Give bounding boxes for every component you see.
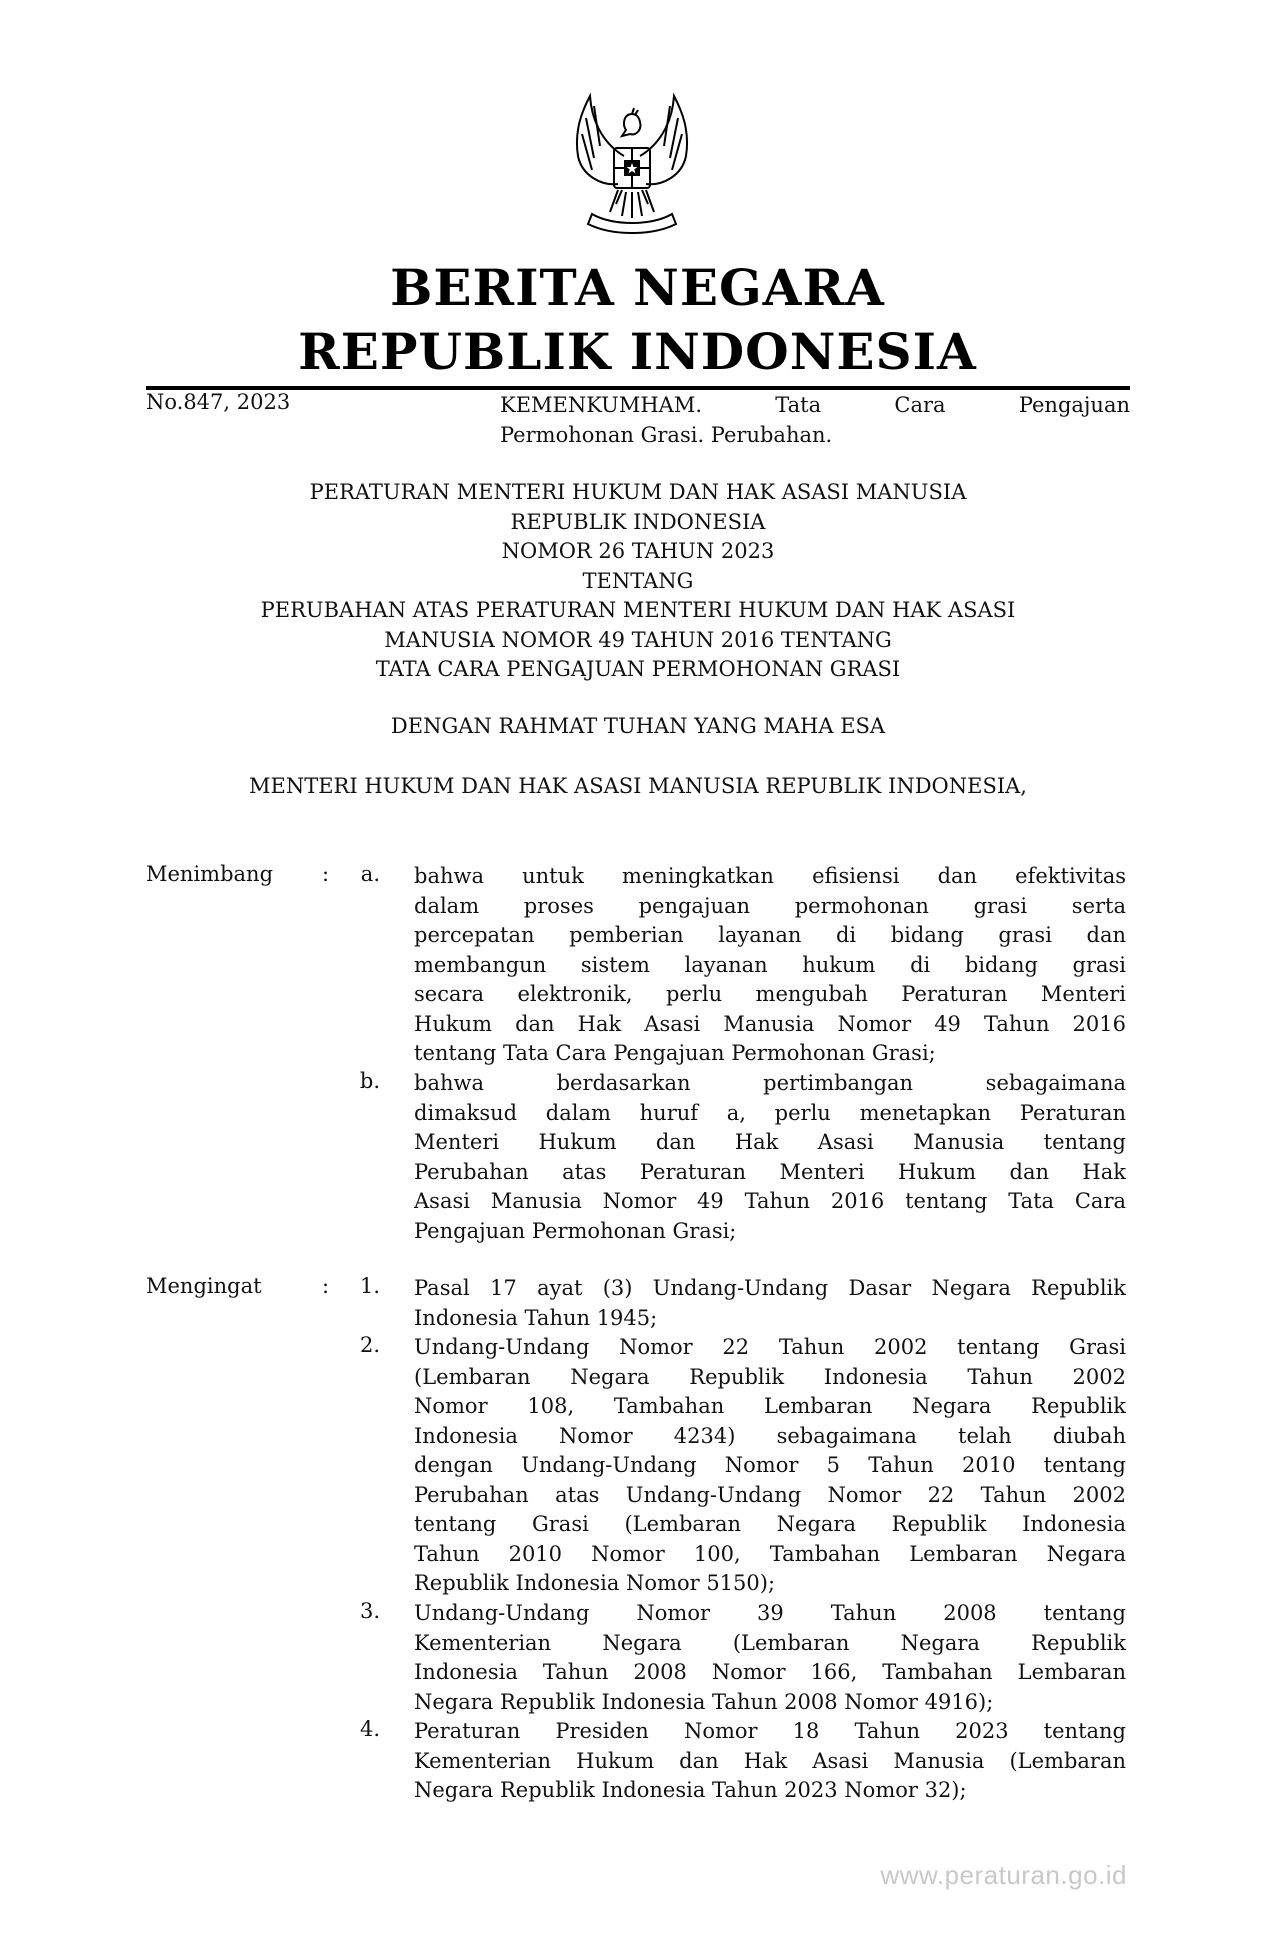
gazette-subject-line1: KEMENKUMHAM. Tata Cara Pengajuan (500, 393, 1130, 417)
text-line: Tahun 2010 Nomor 100, Tambahan Lembaran Negara (414, 1541, 1126, 1566)
title-line: PERUBAHAN ATAS PERATURAN MENTERI HUKUM DAN HAK ASASI (260, 598, 1016, 622)
text-line: secara elektronik, perlu mengubah Peraturan Menteri (414, 982, 1126, 1006)
text-line: Negara Republik Indonesia Tahun 2023 Nomor 32); (414, 1778, 967, 1802)
text-line: tentang Grasi (Lembaran Negara Republik Indonesia (414, 1512, 1126, 1536)
menimbang-item-text (414, 862, 1126, 1069)
mengingat-item-number: 4. (359, 1717, 380, 1741)
text-line: bahwa untuk meningkatkan efisiensi dan efektivitas (414, 864, 1126, 888)
title-line: MANUSIA NOMOR 49 TAHUN 2016 TENTANG (384, 627, 892, 652)
menimbang-item-text (414, 1069, 1126, 1246)
mengingat-item-number: 1. (359, 1274, 380, 1298)
mengingat-item-number: 3. (359, 1599, 380, 1623)
watermark-url: www.peraturan.go.id (880, 1860, 1127, 1890)
text-line: Indonesia Tahun 2008 Nomor 166, Tambahan Lembaran (414, 1660, 1126, 1684)
title-line: TENTANG (582, 568, 694, 593)
invocation: DENGAN RAHMAT TUHAN YANG MAHA ESA (390, 714, 886, 738)
text-line: Menteri Hukum dan Hak Asasi Manusia tentang (414, 1130, 1126, 1154)
mengingat-item-number: 2. (359, 1333, 380, 1357)
text-line: dimaksud dalam huruf a, perlu menetapkan Peraturan (414, 1100, 1126, 1125)
text-line: dengan Undang-Undang Nomor 5 Tahun 2010 tentang (414, 1453, 1126, 1477)
text-line: Indonesia Nomor 4234) sebagaimana telah diubah (414, 1423, 1126, 1448)
mengingat-item-text (414, 1274, 1126, 1333)
text-line: Republik Indonesia Nomor 5150); (414, 1571, 776, 1595)
text-line: Pasal 17 ayat (3) Undang-Undang Dasar Negara Republik (414, 1276, 1126, 1300)
text-line: dalam proses pengajuan permohonan grasi serta (414, 893, 1126, 918)
mengingat-label: Mengingat (146, 1274, 262, 1298)
text-line: Kementerian Negara (Lembaran Negara Republik (414, 1630, 1126, 1655)
title-line: TATA CARA PENGAJUAN PERMOHONAN GRASI (375, 657, 901, 681)
text-line: Nomor 108, Tambahan Lembaran Negara Republik (414, 1394, 1126, 1418)
text-line: Negara Republik Indonesia Tahun 2008 Nomor 4916); (414, 1689, 994, 1714)
regulation-title (146, 478, 1130, 685)
menimbang-colon: : (322, 862, 330, 886)
authority-line: MENTERI HUKUM DAN HAK ASASI MANUSIA REPUBLIK INDONESIA, (249, 774, 1027, 798)
mengingat-colon: : (322, 1274, 330, 1298)
text-line: membangun sistem layanan hukum di bidang grasi (414, 952, 1126, 977)
text-line: tentang Tata Cara Pengajuan Permohonan Grasi; (414, 1041, 936, 1065)
text-line: Perubahan atas Peraturan Menteri Hukum dan Hak (414, 1159, 1126, 1184)
masthead-subtitle: REPUBLIK INDONESIA (298, 322, 977, 381)
menimbang-item-number: a. (360, 862, 380, 886)
garuda-emblem-icon (552, 86, 712, 246)
text-line: (Lembaran Negara Republik Indonesia Tahun 2002 (414, 1364, 1126, 1389)
text-line: Peraturan Presiden Nomor 18 Tahun 2023 tentang (414, 1719, 1126, 1743)
text-line: Pengajuan Permohonan Grasi; (414, 1218, 737, 1243)
mengingat-item-text (414, 1599, 1126, 1717)
menimbang-label: Menimbang (146, 862, 274, 886)
title-line: PERATURAN MENTERI HUKUM DAN HAK ASASI MANUSIA (309, 480, 967, 504)
title-line: REPUBLIK INDONESIA (510, 509, 766, 534)
masthead-title: BERITA NEGARA (390, 258, 885, 317)
text-line: Hukum dan Hak Asasi Manusia Nomor 49 Tahun 2016 (414, 1011, 1126, 1036)
gazette-number: No.847, 2023 (146, 390, 291, 414)
text-line: Indonesia Tahun 1945; (414, 1305, 658, 1330)
text-line: Perubahan atas Undang-Undang Nomor 22 Tahun 2002 (414, 1482, 1126, 1507)
text-line: percepatan pemberian layanan di bidang grasi dan (414, 923, 1126, 947)
text-line: Undang-Undang Nomor 22 Tahun 2002 tentang Grasi (414, 1335, 1126, 1359)
mengingat-item-text (414, 1333, 1126, 1599)
text-line: Asasi Manusia Nomor 49 Tahun 2016 tentang Tata Cara (414, 1189, 1126, 1213)
gazette-subject-line2: Permohonan Grasi. Perubahan. (500, 423, 833, 447)
text-line: Kementerian Hukum dan Hak Asasi Manusia (Lembaran (414, 1748, 1126, 1773)
mengingat-item-text (414, 1717, 1126, 1806)
text-line: bahwa berdasarkan pertimbangan sebagaimana (414, 1071, 1126, 1095)
menimbang-item-number: b. (359, 1069, 380, 1093)
text-line: Undang-Undang Nomor 39 Tahun 2008 tentang (414, 1601, 1126, 1625)
title-line: NOMOR 26 TAHUN 2023 (501, 539, 775, 563)
